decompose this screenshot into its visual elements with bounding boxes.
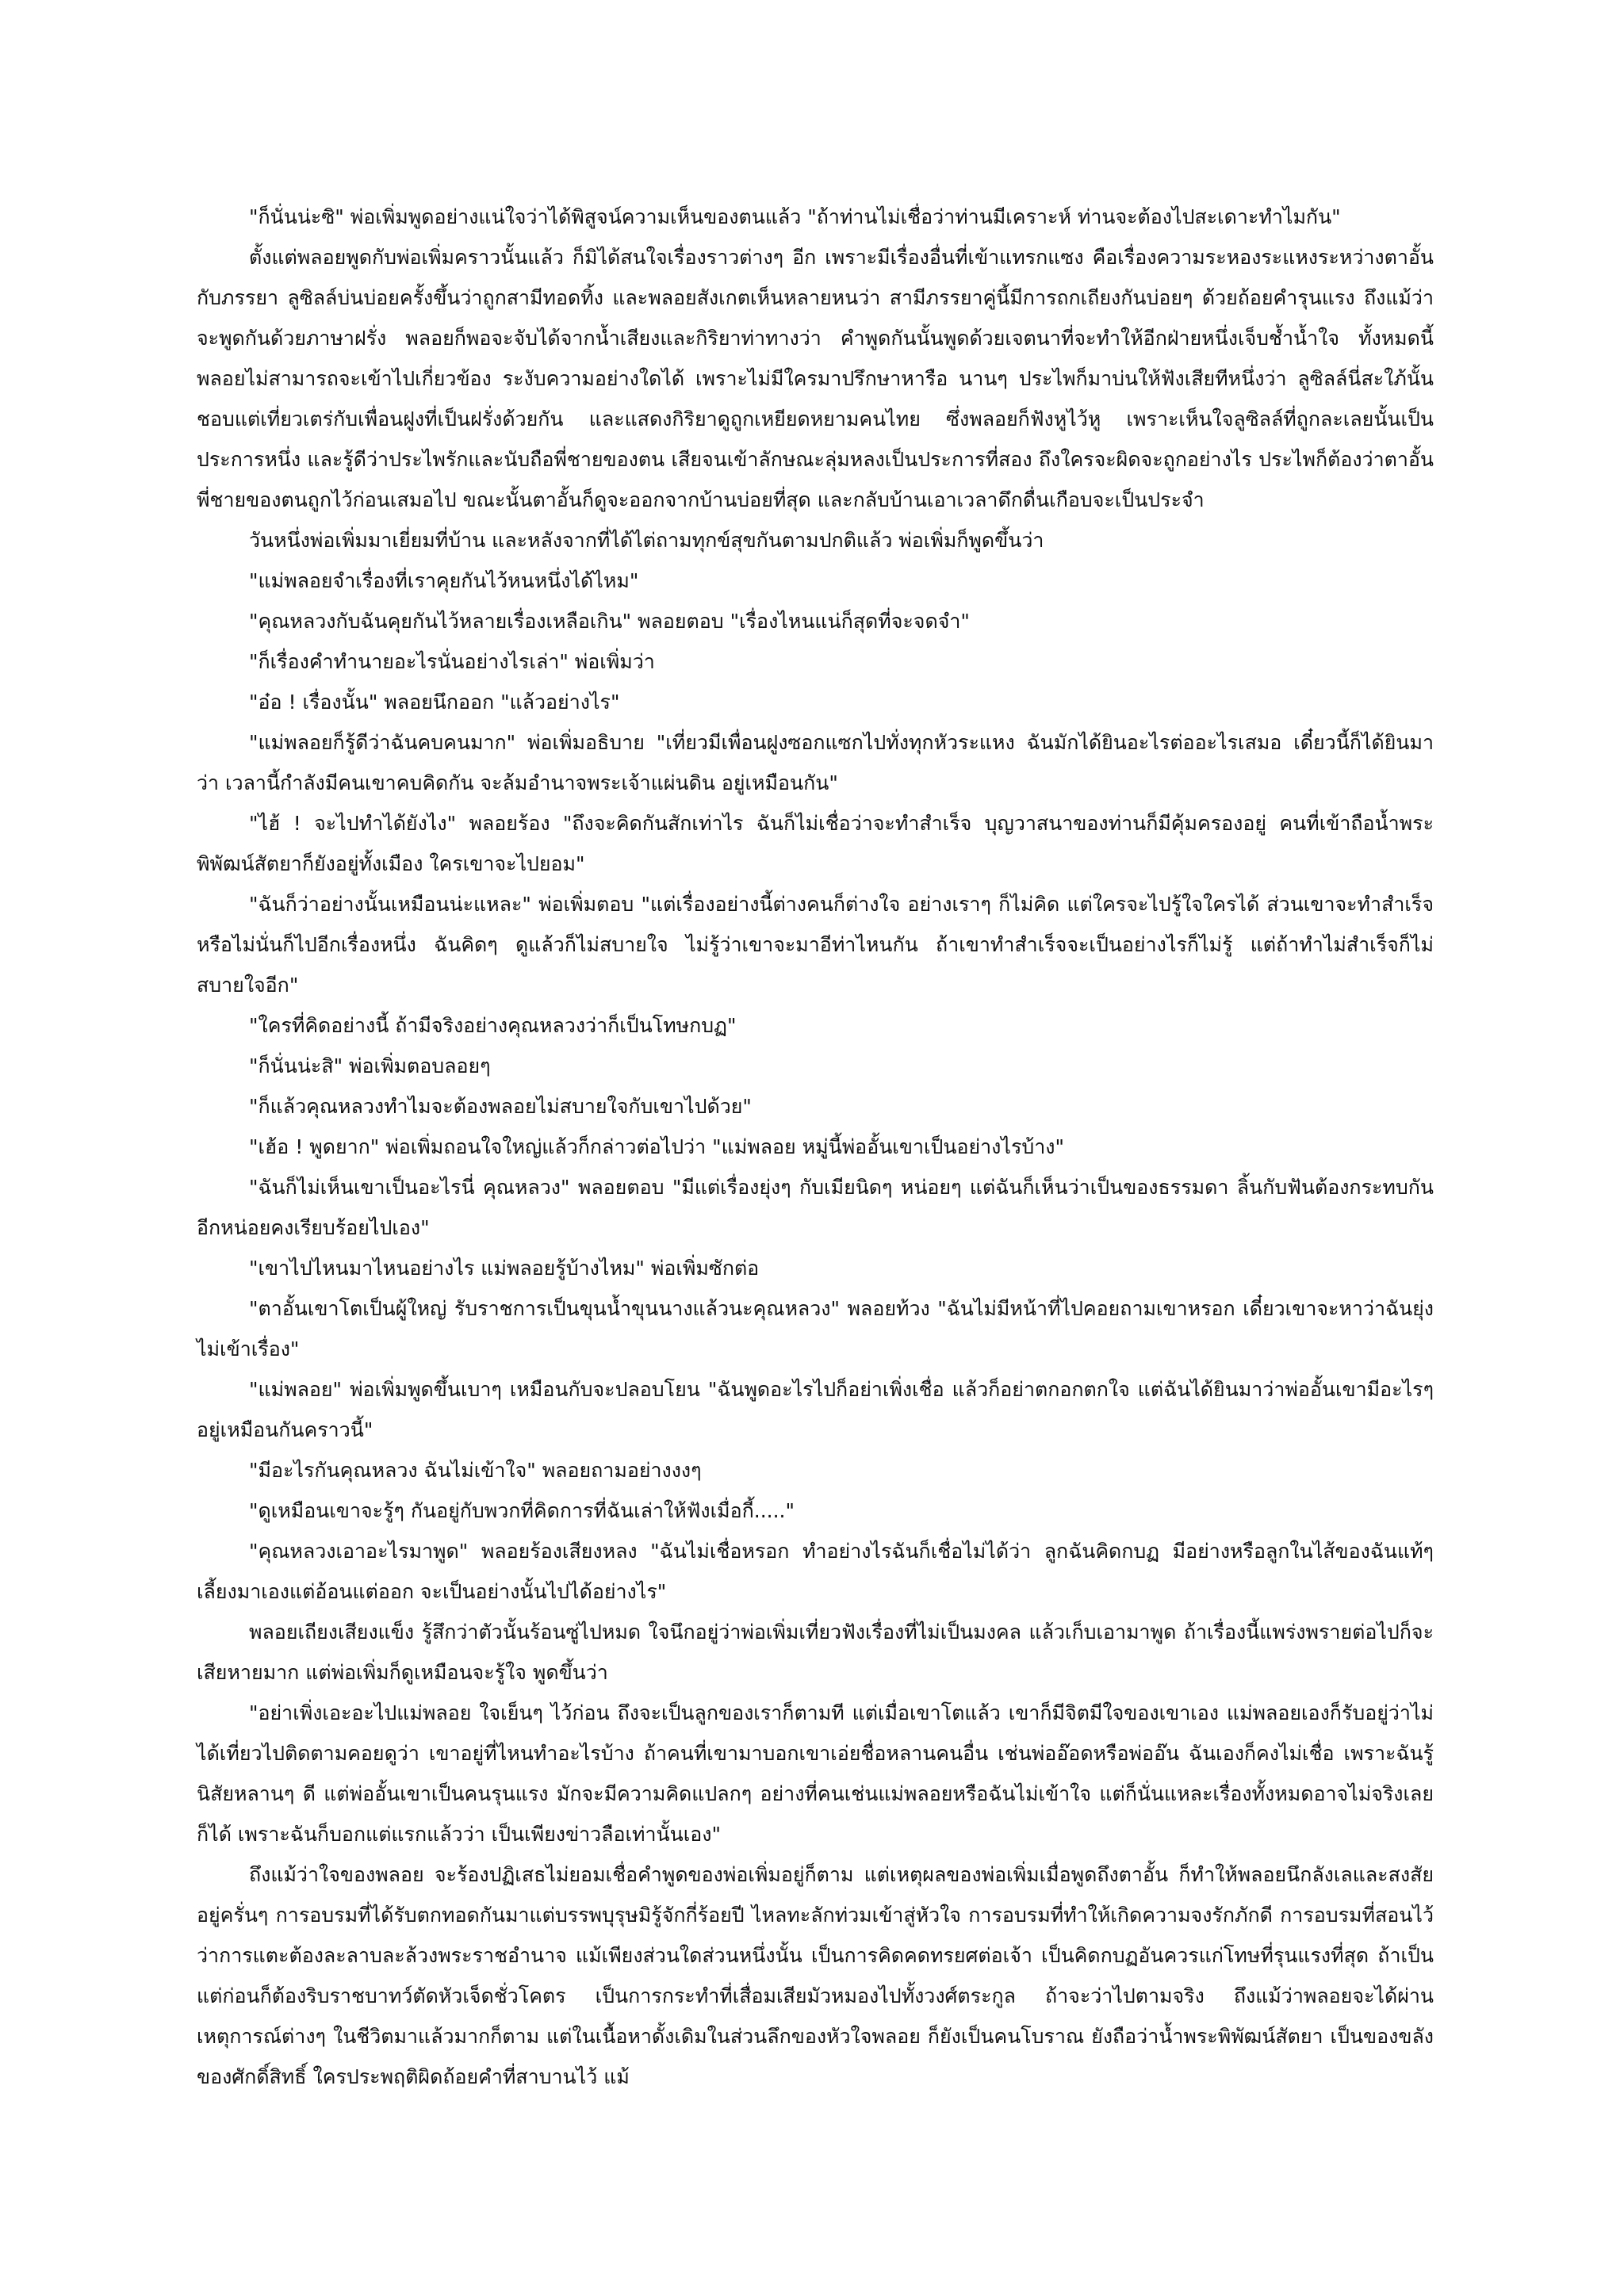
paragraph: "ก็นั่นน่ะสิ" พ่อเพิ่มตอบลอยๆ bbox=[249, 1054, 491, 1077]
paragraph: "อ๋อ ! เรื่องนั้น" พลอยนึกออก "แล้วอย่างไร" bbox=[249, 691, 620, 714]
paragraph: "แม่พลอยจำเรื่องที่เราคุยกันไว้หนหนึ่งได้ไหม" bbox=[249, 569, 639, 592]
paragraph: "คุณหลวงเอาอะไรมาพูด" พลอยร้องเสียงหลง "ฉันไม่เชื่อหรอก ทำอย่างไรฉันก็เชื่อไม่ได้ว่า ลูกฉันคิดกบฏ มีอย่างหรือลูกในไส้ของฉันแท้ๆ เลี้ยงมาเองแต่อ้อนแต่ออก จะเป็นอย่างนั้นไปได้อย่างไร" bbox=[197, 1540, 1434, 1603]
paragraph: "ฉันก็ไม่เห็นเขาเป็นอะไรนี่ คุณหลวง" พลอยตอบ "มีแต่เรื่องยุ่งๆ กับเมียนิดๆ หน่อยๆ แต่ฉันก็เห็นว่าเป็นของธรรมดา ลิ้นกับฟันต้องกระทบกัน อีกหน่อยคงเรียบร้อยไปเอง" bbox=[197, 1176, 1434, 1239]
paragraph: "ก็นั่นน่ะซิ" พ่อเพิ่มพูดอย่างแน่ใจว่าได้พิสูจน์ความเห็นของตนแล้ว "ถ้าท่านไม่เชื่อว่าท่านมีเคราะห์ ท่านจะต้องไปสะเดาะทำไมกัน" bbox=[249, 205, 1341, 228]
paragraph: "ไฮ้ ! จะไปทำได้ยังไง" พลอยร้อง "ถึงจะคิดกันสักเท่าไร ฉันก็ไม่เชื่อว่าจะทำสำเร็จ บุญวาสนาของท่านก็มีคุ้มครองอยู่ คนที่เข้าถือน้ำพระพิพัฒน์สัตยาก็ยังอยู่ทั้งเมือง ใครเขาจะไปยอม" bbox=[197, 812, 1434, 875]
paragraph: พลอยเถียงเสียงแข็ง รู้สึกว่าตัวนั้นร้อนซู่ไปหมด ใจนึกอยู่ว่าพ่อเพิ่มเที่ยวฟังเรื่องที่ไม่เป็นมงคล แล้วเก็บเอามาพูด ถ้าเรื่องนี้แพร่งพรายต่อไปก็จะเสียหายมาก แต่พ่อเพิ่มก็ดูเหมือนจะรู้ใจ พูดขึ้นว่า bbox=[197, 1621, 1434, 1684]
paragraph: "มีอะไรกันคุณหลวง ฉันไม่เข้าใจ" พลอยถามอย่างงงๆ bbox=[249, 1459, 702, 1482]
paragraph: "ใครที่คิดอย่างนี้ ถ้ามีจริงอย่างคุณหลวงว่าก็เป็นโทษกบฏ" bbox=[249, 1014, 737, 1037]
document-page bbox=[197, 197, 1434, 2097]
paragraph: "ก็แล้วคุณหลวงทำไมจะต้องพลอยไม่สบายใจกับเขาไปด้วย" bbox=[249, 1095, 752, 1118]
paragraph: "คุณหลวงกับฉันคุยกันไว้หลายเรื่องเหลือเกิน" พลอยตอบ "เรื่องไหนแน่ก็สุดที่จะจดจำ" bbox=[249, 610, 970, 633]
paragraph: "เฮ้อ ! พูดยาก" พ่อเพิ่มถอนใจใหญ่แล้วก็กล่าวต่อไปว่า "แม่พลอย หมู่นี้พ่ออั้นเขาเป็นอย่างไรบ้าง" bbox=[249, 1135, 1065, 1158]
paragraph: "แม่พลอย" พ่อเพิ่มพูดขึ้นเบาๆ เหมือนกับจะปลอบโยน "ฉันพูดอะไรไปก็อย่าเพิ่งเชื่อ แล้วก็อย่าตกอกตกใจ แต่ฉันได้ยินมาว่าพ่ออั้นเขามีอะไรๆ อยู่เหมือนกันคราวนี้" bbox=[197, 1378, 1434, 1441]
paragraph: "อย่าเพิ่งเอะอะไปแม่พลอย ใจเย็นๆ ไว้ก่อน ถึงจะเป็นลูกของเราก็ตามที แต่เมื่อเขาโตแล้ว เขาก็มีจิตมีใจของเขาเอง แม่พลอยเองก็รับอยู่ว่าไม่ได้เที่ยวไปติดตามคอยดูว่า เขาอยู่ที่ไหนทำอะไรบ้าง ถ้าคนที่เขามาบอกเขาเอ่ยชื่อหลานคนอื่น เช่นพ่ออ๊อดหรือพ่ออ๊น ฉันเองก็คงไม่เชื่อ เพราะฉันรู้นิสัยหลานๆ ดี แต่พ่ออั้นเขาเป็นคนรุนแรง มักจะมีความคิดแปลกๆ อย่างที่คนเช่นแม่พลอยหรือฉันไม่เข้าใจ แต่ก็นั่นแหละเรื่องทั้งหมดอาจไม่จริงเลยก็ได้ เพราะฉันก็บอกแต่แรกแล้วว่า เป็นเพียงข่าวลือเท่านั้นเอง" bbox=[197, 1701, 1434, 1846]
paragraph: ถึงแม้ว่าใจของพลอย จะร้องปฏิเสธไม่ยอมเชื่อคำพูดของพ่อเพิ่มอยู่ก็ตาม แต่เหตุผลของพ่อเพิ่มเมื่อพูดถึงตาอั้น ก็ทำให้พลอยนึกลังเลและสงสัยอยู่ครั่นๆ การอบรมที่ได้รับตกทอดกันมาแต่บรรพบุรุษมิรู้จักกี่ร้อยปี ไหลทะลักท่วมเข้าสู่หัวใจ การอบรมที่ทำให้เกิดความจงรักภักดี การอบรมที่สอนไว้ว่าการแตะต้องละลาบละล้วงพระราชอำนาจ แม้เพียงส่วนใดส่วนหนึ่งนั้น เป็นการคิดคดทรยศต่อเจ้า เป็นคิดกบฏอันควรแก่โทษที่รุนแรงที่สุด ถ้าเป็นแต่ก่อนก็ต้องริบราชบาทว์ตัดหัวเจ็ดชั่วโคตร เป็นการกระทำที่เสื่อมเสียมัวหมองไปทั้งวงศ์ตระกูล ถ้าจะว่าไปตามจริง ถึงแม้ว่าพลอยจะได้ผ่านเหตุการณ์ต่างๆ ในชีวิตมาแล้วมากก็ตาม แต่ในเนื้อหาดั้งเดิมในส่วนลึกของหัวใจพลอย ก็ยังเป็นคนโบราณ ยังถือว่าน้ำพระพิพัฒน์สัตยา เป็นของขลังของศักดิ์สิทธิ์ ใครประพฤติผิดถ้อยคำที่สาบานไว้ แม้ bbox=[197, 1863, 1434, 2088]
paragraph: "ตาอั้นเขาโตเป็นผู้ใหญ่ รับราชการเป็นขุนน้ำขุนนางแล้วนะคุณหลวง" พลอยท้วง "ฉันไม่มีหน้าที่ไปคอยถามเขาหรอก เดี๋ยวเขาจะหาว่าฉันยุ่งไม่เข้าเรื่อง" bbox=[197, 1297, 1434, 1360]
paragraph: ตั้งแต่พลอยพูดกับพ่อเพิ่มคราวนั้นแล้ว ก็มิได้สนใจเรื่องราวต่างๆ อีก เพราะมีเรื่องอื่นที่เข้าแทรกแซง คือเรื่องความระหองระแหงระหว่างตาอั้นกับภรรยา ลูซิลล์บ่นบ่อยครั้งขึ้นว่าถูกสามีทอดทิ้ง และพลอยสังเกตเห็นหลายหนว่า สามีภรรยาคู่นี้มีการถกเถียงกันบ่อยๆ ด้วยถ้อยคำรุนแรง ถึงแม้ว่าจะพูดกันด้วยภาษาฝรั่ง พลอยก็พอจะจับได้จากน้ำเสียงและกิริยาท่าทางว่า คำพูดกันนั้นพูดด้วยเจตนาที่จะทำให้อีกฝ่ายหนึ่งเจ็บช้ำน้ำใจ ทั้งหมดนี้พลอยไม่สามารถจะเข้าไปเกี่ยวข้อง ระงับความอย่างใดได้ เพราะไม่มีใครมาปรึกษาหารือ นานๆ ประไพก็มาบ่นให้ฟังเสียทีหนึ่งว่า ลูซิลล์นี่สะใภ้นั้น ชอบแต่เที่ยวเตร่กับเพื่อนฝูงที่เป็นฝรั่งด้วยกัน และแสดงกิริยาดูถูกเหยียดหยามคนไทย ซึ่งพลอยก็ฟังหูไว้หู เพราะเห็นใจลูซิลล์ที่ถูกละเลยนั้นเป็นประการหนึ่ง และรู้ดีว่าประไพรักและนับถือพี่ชายของตน เสียจนเข้าลักษณะลุ่มหลงเป็นประการที่สอง ถึงใครจะผิดจะถูกอย่างไร ประไพก็ต้องว่าตาอั้นพี่ชายของตนถูกไว้ก่อนเสมอไป ขณะนั้นตาอั้นก็ดูจะออกจากบ้านบ่อยที่สุด และกลับบ้านเอาเวลาดึกดื่นเกือบจะเป็นประจำ bbox=[197, 246, 1434, 511]
paragraph: "ก็เรื่องคำทำนายอะไรนั่นอย่างไรเล่า" พ่อเพิ่มว่า bbox=[249, 650, 655, 673]
paragraph: วันหนึ่งพ่อเพิ่มมาเยี่ยมที่บ้าน และหลังจากที่ได้ไต่ถามทุกข์สุขกันตามปกติแล้ว พ่อเพิ่มก็พูดขึ้นว่า bbox=[249, 529, 1044, 552]
paragraph: "ฉันก็ว่าอย่างนั้นเหมือนน่ะแหละ" พ่อเพิ่มตอบ "แต่เรื่องอย่างนี้ต่างคนก็ต่างใจ อย่างเราๆ ก็ไม่คิด แต่ใครจะไปรู้ใจใครได้ ส่วนเขาจะทำสำเร็จหรือไม่นั่นก็ไปอีกเรื่องหนึ่ง ฉันคิดๆ ดูแล้วก็ไม่สบายใจ ไม่รู้ว่าเขาจะมาอีท่าไหนกัน ถ้าเขาทำสำเร็จจะเป็นอย่างไรก็ไม่รู้ แต่ถ้าทำไม่สำเร็จก็ไม่สบายใจอีก" bbox=[197, 893, 1434, 997]
paragraph: "เขาไปไหนมาไหนอย่างไร แม่พลอยรู้บ้างไหม" พ่อเพิ่มซักต่อ bbox=[249, 1257, 760, 1280]
paragraph: "ดูเหมือนเขาจะรู้ๆ กันอยู่กับพวกที่คิดการที่ฉันเล่าให้ฟังเมื่อกี้....." bbox=[249, 1499, 795, 1522]
paragraph: "แม่พลอยก็รู้ดีว่าฉันคบคนมาก" พ่อเพิ่มอธิบาย "เที่ยวมีเพื่อนฝูงซอกแซกไปทั่งทุกหัวระแหง ฉันมักได้ยินอะไรต่ออะไรเสมอ เดี๋ยวนี้ก็ได้ยินมาว่า เวลานี้กำลังมีคนเขาคบคิดกัน จะล้มอำนาจพระเจ้าแผ่นดิน อยู่เหมือนกัน" bbox=[197, 731, 1434, 794]
